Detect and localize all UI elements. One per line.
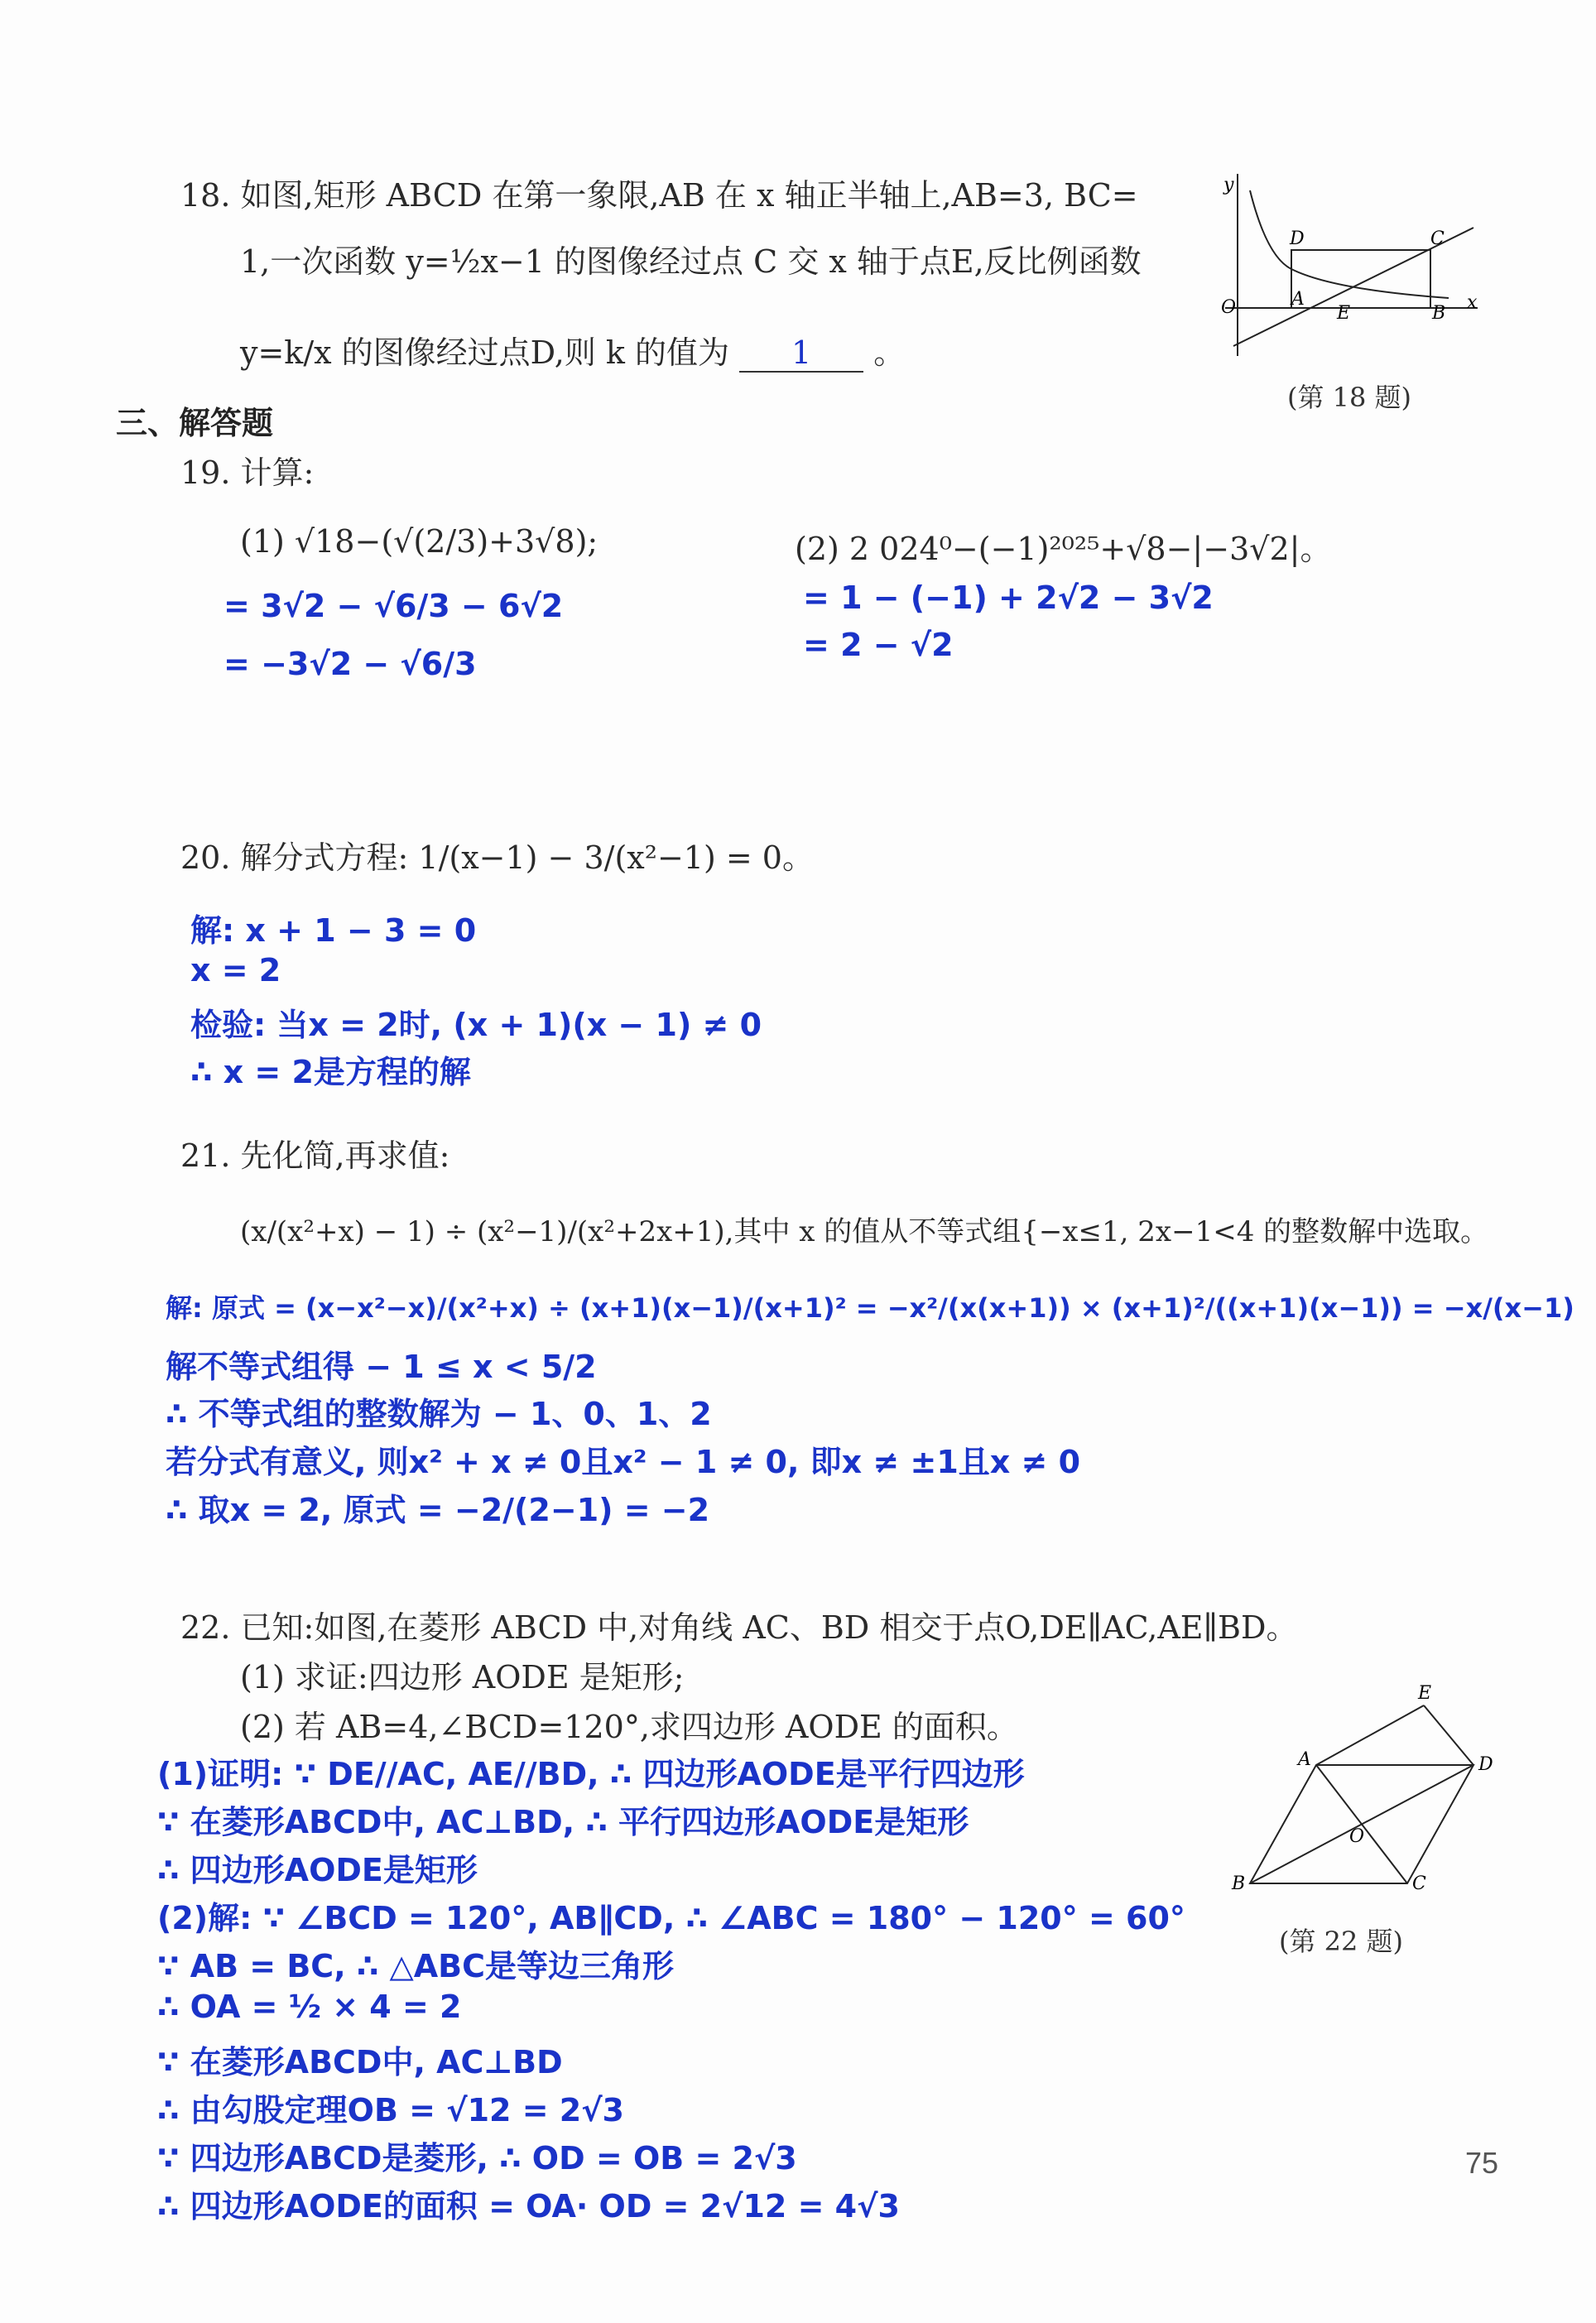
q18-answer: 1 [739,334,863,373]
q22-figure [1225,1672,1493,1896]
label-y: y [1223,175,1234,195]
q19-ans1-line2: = −3√2 − √6/3 [224,646,477,682]
label-d: D [1290,228,1305,249]
label-c: C [1430,228,1445,249]
q21-ans-line3: ∴ 不等式组的整数解为 − 1、0、1、2 [166,1396,712,1432]
q22-ans-line10: ∴ 四边形AODE的面积 = OA· OD = 2√12 = 4√3 [157,2188,900,2224]
q20-ans-line1: 解: x + 1 − 3 = 0 [190,912,477,949]
q22-ans-line3: ∴ 四边形AODE是矩形 [157,1852,478,1888]
q20-title: 20. 解分式方程: 1/(x−1) − 3/(x²−1) = 0。 [180,839,814,876]
segment-de [1424,1705,1473,1765]
label-c: C [1412,1873,1426,1894]
label-e: E [1337,303,1351,324]
q22-part1: (1) 求证:四边形 AODE 是矩形; [240,1659,685,1695]
q22-ans-line8: ∴ 由勾股定理OB = √12 = 2√3 [157,2092,624,2128]
q22-caption: (第 22 题) [1279,1926,1404,1957]
q18-line3-text: y=k/x 的图像经过点D,则 k 的值为 [240,334,730,371]
q21-ans-line2: 解不等式组得 − 1 ≤ x < 5/2 [166,1349,597,1385]
segment-ae [1316,1705,1424,1765]
q20-ans-line4: ∴ x = 2是方程的解 [190,1054,471,1090]
label-o: O [1349,1826,1365,1847]
label-a: A [1291,289,1305,310]
label-b: B [1432,303,1446,324]
q22-title: 22. 已知:如图,在菱形 ABCD 中,对角线 AC、BD 相交于点O,DE∥AC,AE∥BD。 [180,1609,1298,1646]
q21-ans-line4: 若分式有意义, 则x² + x ≠ 0且x² − 1 ≠ 0, 即x ≠ ±1且x ≠ 0 [166,1444,1081,1480]
q18-caption: (第 18 题) [1287,382,1412,413]
q22-part2: (2) 若 AB=4,∠BCD=120°,求四边形 AODE 的面积。 [240,1709,1018,1745]
label-b: B [1232,1873,1246,1894]
q21-title: 21. 先化简,再求值: [180,1137,450,1174]
q22-ans-line1: (1)证明: ∵ DE//AC, AE//BD, ∴ 四边形AODE是平行四边形 [157,1756,1025,1792]
q21-ans-line5: ∴ 取x = 2, 原式 = −2/(2−1) = −2 [166,1492,710,1528]
q19-ans1-line1: = 3√2 − √6/3 − 6√2 [224,588,564,624]
q18-line1: 18. 如图,矩形 ABCD 在第一象限,AB 在 x 轴正半轴上,AB=3, BC= [180,177,1138,214]
q19-part1: (1) √18−(√(2/3)+3√8); [240,523,598,560]
q18-figure [1200,166,1482,364]
label-a: A [1298,1749,1311,1770]
q20-ans-line2: x = 2 [190,952,281,988]
q19-title: 19. 计算: [180,454,315,491]
q18-line3-end: 。 [873,334,906,371]
q22-ans-line4: (2)解: ∵ ∠BCD = 120°, AB∥CD, ∴ ∠ABC = 180° − 120° = 60° [157,1900,1185,1936]
q18-line3 [240,327,905,373]
label-x: x [1467,292,1478,313]
page-number: 75 [1465,2146,1499,2180]
q22-ans-line7: ∵ 在菱形ABCD中, AC⊥BD [157,2044,563,2080]
label-e: E [1418,1683,1432,1704]
q18-line2: 1,一次函数 y=½x−1 的图像经过点 C 交 x 轴于点E,反比例函数 [240,243,1142,280]
q22-ans-line2: ∵ 在菱形ABCD中, AC⊥BD, ∴ 平行四边形AODE是矩形 [157,1804,969,1840]
section-title: 三、解答题 [116,405,274,441]
q22-ans-line5: ∵ AB = BC, ∴ △ABC是等边三角形 [157,1948,675,1984]
q20-ans-line3: 检验: 当x = 2时, (x + 1)(x − 1) ≠ 0 [190,1007,762,1043]
q19-ans2-line2: = 2 − √2 [803,627,954,663]
hyperbola-curve [1250,190,1449,298]
q19-part2: (2) 2 024⁰−(−1)²⁰²⁵+√8−|−3√2|。 [795,531,1332,567]
q21-expression: (x/(x²+x) − 1) ÷ (x²−1)/(x²+2x+1),其中 x 的值从不等式组{−x≤1, 2x−1<4 的整数解中选取。 [240,1215,1489,1248]
label-d: D [1478,1754,1493,1775]
q21-ans-line1: 解: 原式 = (x−x²−x)/(x²+x) ÷ (x+1)(x−1)/(x+1)² = −x²/(x(x+1)) × (x+1)²/((x+1)(x−1)) = −x/(x−1) [166,1292,1574,1324]
label-o: O [1221,297,1237,318]
q22-ans-line9: ∵ 四边形ABCD是菱形, ∴ OD = OB = 2√3 [157,2140,797,2176]
q19-ans2-line1: = 1 − (−1) + 2√2 − 3√2 [803,580,1214,616]
q22-ans-line6: ∴ OA = ½ × 4 = 2 [157,1989,462,2025]
